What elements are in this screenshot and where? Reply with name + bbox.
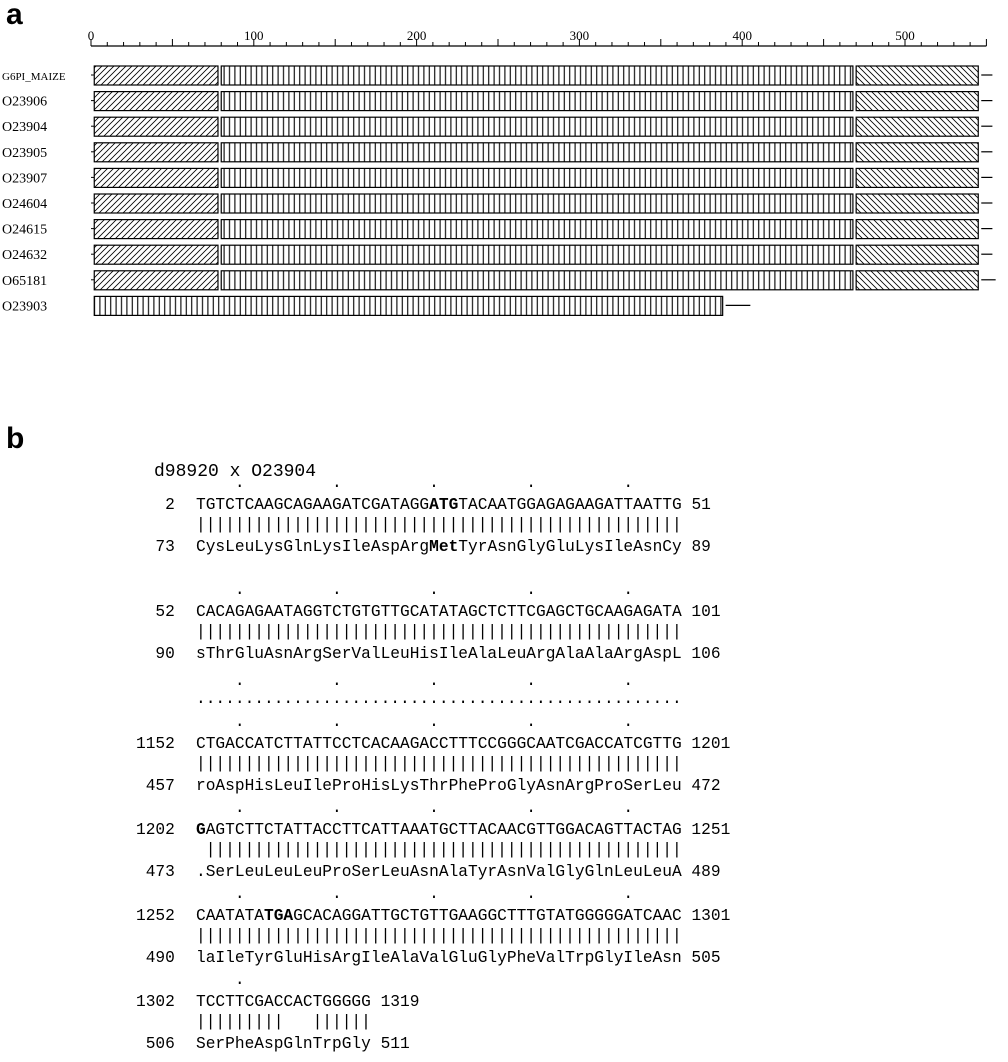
domain-a-box	[94, 194, 218, 213]
domain-c-box	[856, 194, 978, 213]
nucleotide-end-number: 1201	[681, 735, 731, 753]
protein-end-number: 511	[370, 1035, 410, 1053]
protein-sequence-segment: sThrGluAsnArgSerValLeuHisIleAlaLeuArgAlaAlaArgAspL	[196, 645, 682, 663]
nucleotide-sequence	[196, 994, 419, 1010]
alignment-title: d98920 x O23904	[154, 462, 317, 482]
match-bars: |||||||||||||||||||||||||||||||||||||||||||||||||	[196, 841, 682, 859]
protein-row	[2, 194, 992, 213]
protein-start-number: 457	[136, 777, 175, 795]
protein-sequence-segment: laIleTyrGluHisArgIleAlaValGluGlyPheValTrpGlyIleAsn	[196, 949, 682, 967]
match-bars: ||||||||| ||||||	[196, 1013, 371, 1031]
position-axis	[88, 28, 987, 46]
domain-b-box	[221, 117, 853, 136]
protein-label: O23905	[2, 145, 48, 161]
nucleotide-sequence-segment: TCCTTCGACCACTGGGGG	[196, 993, 371, 1011]
ruler-dots: . . . . .	[196, 474, 634, 492]
protein-end-number: 489	[681, 863, 721, 881]
axis-tick-label: 300	[569, 28, 590, 43]
ruler-dots: .	[196, 971, 245, 989]
protein-start-number: 473	[136, 863, 175, 881]
match-bars: ||||||||||||||||||||||||||||||||||||||||||||||||||	[196, 623, 682, 641]
nucleotide-start-number: 1302	[136, 993, 175, 1011]
protein-start-number: 490	[136, 949, 175, 967]
protein-label: G6PI_MAIZE	[2, 71, 66, 83]
protein-sequence	[196, 646, 721, 662]
nucleotide-sequence	[196, 736, 730, 752]
nucleotide-start-number: 1202	[136, 821, 175, 839]
protein-row	[2, 143, 992, 162]
protein-row	[2, 92, 992, 111]
nucleotide-sequence-segment: AGTCTTCTATTACCTTCATTAAATGCTTACAACGTTGGACAGTTACTAG	[205, 821, 682, 839]
protein-sequence-segment: roAspHisLeuIleProHisLysThrPheProGlyAsnArgProSerLeu	[196, 777, 682, 795]
nucleotide-end-number: 51	[681, 496, 711, 514]
protein-label: O24604	[2, 197, 48, 212]
nucleotide-start-number: 2	[136, 496, 175, 514]
protein-sequence-segment: TyrAsnGlyGluLysIleAsnCy	[458, 538, 682, 556]
nucleotide-sequence-segment: CACAGAGAATAGGTCTGTGTTGCATATAGCTCTTCGAGCTGCAAGAGATA	[196, 603, 682, 621]
protein-row	[2, 220, 992, 239]
nucleotide-start-number: 52	[136, 603, 175, 621]
nucleotide-sequence-segment: TACAATGGAGAGAAGATTAATTG	[458, 496, 682, 514]
domain-c-box	[856, 66, 978, 85]
protein-row	[2, 245, 992, 264]
domain-b-box	[221, 168, 853, 187]
nucleotide-end-number: 1301	[681, 907, 731, 925]
domain-a-box	[94, 271, 218, 290]
protein-end-number: 106	[681, 645, 721, 663]
domain-a-box	[94, 168, 218, 187]
domain-a-box	[94, 92, 218, 111]
axis-tick-label: 0	[87, 28, 95, 43]
domain-c-box	[856, 220, 978, 239]
protein-row	[2, 117, 992, 136]
nucleotide-sequence-segment: G	[196, 821, 206, 839]
axis-tick-label: 200	[406, 28, 427, 43]
protein-label: O23903	[2, 299, 48, 315]
nucleotide-end-number: 1319	[370, 993, 420, 1011]
panel-a-label: a	[6, 0, 23, 31]
domain-c-box	[856, 168, 978, 187]
protein-end-number: 89	[681, 538, 711, 556]
domain-b-box	[221, 245, 853, 264]
domain-c-box	[856, 271, 978, 290]
protein-start-number: 73	[136, 538, 175, 556]
protein-sequence-segment: Met	[429, 538, 459, 556]
domain-c-box	[856, 117, 978, 136]
axis-tick-label: 500	[895, 28, 915, 43]
domain-c-box	[856, 143, 978, 162]
nucleotide-sequence-segment: TGTCTCAAGCAGAAGATCGATAGG	[196, 496, 430, 514]
axis-tick-label: 100	[244, 28, 264, 43]
protein-sequence-segment: .SerLeuLeuLeuProSerLeuAsnAlaTyrAsnValGlyGlnLeuLeuA	[196, 863, 682, 881]
axis-tick-label: 400	[732, 28, 752, 43]
protein-sequence-segment: SerPheAspGlnTrpGly	[196, 1035, 371, 1053]
domain-a-box	[94, 220, 218, 239]
domain-a-box	[94, 143, 218, 162]
protein-label: O65181	[2, 273, 48, 289]
domain-architecture-diagram	[0, 0, 1008, 340]
nucleotide-sequence	[196, 604, 721, 620]
panel-b-label: b	[6, 422, 25, 455]
protein-start-number: 506	[136, 1035, 175, 1053]
nucleotide-start-number: 1152	[136, 735, 175, 753]
protein-end-number: 472	[681, 777, 721, 795]
ruler-dots: . . . . .	[196, 672, 634, 690]
domain-c-box	[856, 245, 978, 264]
domain-a-box	[94, 117, 218, 136]
protein-label: O23904	[2, 120, 48, 136]
protein-sequence-segment: CysLeuLysGlnLysIleAspArg	[196, 538, 430, 556]
protein-row	[2, 66, 992, 85]
nucleotide-sequence-segment: CAATATA	[196, 907, 264, 925]
protein-sequence	[196, 539, 711, 555]
protein-row	[2, 168, 992, 187]
domain-b-box	[221, 92, 853, 111]
ruler-dots: . . . . .	[196, 885, 634, 903]
protein-end-number: 505	[681, 949, 721, 967]
protein-row	[2, 296, 750, 315]
nucleotide-sequence-segment: GCACAGGATTGCTGTTGAAGGCTTTGTATGGGGGATCAAC	[293, 907, 682, 925]
protein-label: O23906	[2, 94, 48, 110]
nucleotide-sequence-segment: TGA	[264, 907, 294, 925]
nucleotide-sequence-segment: CTGACCATCTTATTCCTCACAAGACCTTTCCGGGCAATCGACCATCGTTG	[196, 735, 682, 753]
protein-rows	[2, 66, 996, 315]
protein-row	[2, 271, 996, 290]
nucleotide-start-number: 1252	[136, 907, 175, 925]
domain-b-box	[221, 66, 853, 85]
ruler-dots: . . . . .	[196, 799, 634, 817]
domain-b-box	[94, 296, 722, 315]
protein-label: O23907	[2, 171, 48, 187]
domain-b-box	[221, 220, 853, 239]
protein-label: O24615	[2, 222, 48, 238]
protein-sequence	[196, 778, 721, 794]
match-bars: ||||||||||||||||||||||||||||||||||||||||||||||||||	[196, 516, 682, 534]
nucleotide-sequence	[196, 822, 730, 838]
protein-label: O24632	[2, 248, 48, 264]
ruler-dots: . . . . .	[196, 713, 634, 731]
domain-b-box	[221, 194, 853, 213]
domain-a-box	[94, 66, 218, 85]
domain-c-box	[856, 92, 978, 111]
protein-sequence	[196, 1036, 410, 1052]
match-bars: ||||||||||||||||||||||||||||||||||||||||||||||||||	[196, 927, 682, 945]
ellipsis-line: ..................................................	[196, 690, 682, 708]
domain-a-box	[94, 245, 218, 264]
nucleotide-sequence	[196, 908, 730, 924]
protein-sequence	[196, 864, 721, 880]
match-bars: ||||||||||||||||||||||||||||||||||||||||||||||||||	[196, 755, 682, 773]
ruler-dots: . . . . .	[196, 581, 634, 599]
domain-b-box	[221, 143, 853, 162]
nucleotide-end-number: 101	[681, 603, 721, 621]
domain-b-box	[221, 271, 853, 290]
protein-start-number: 90	[136, 645, 175, 663]
protein-sequence	[196, 950, 721, 966]
nucleotide-sequence	[196, 497, 711, 513]
nucleotide-sequence-segment: ATG	[429, 496, 459, 514]
nucleotide-end-number: 1251	[681, 821, 731, 839]
